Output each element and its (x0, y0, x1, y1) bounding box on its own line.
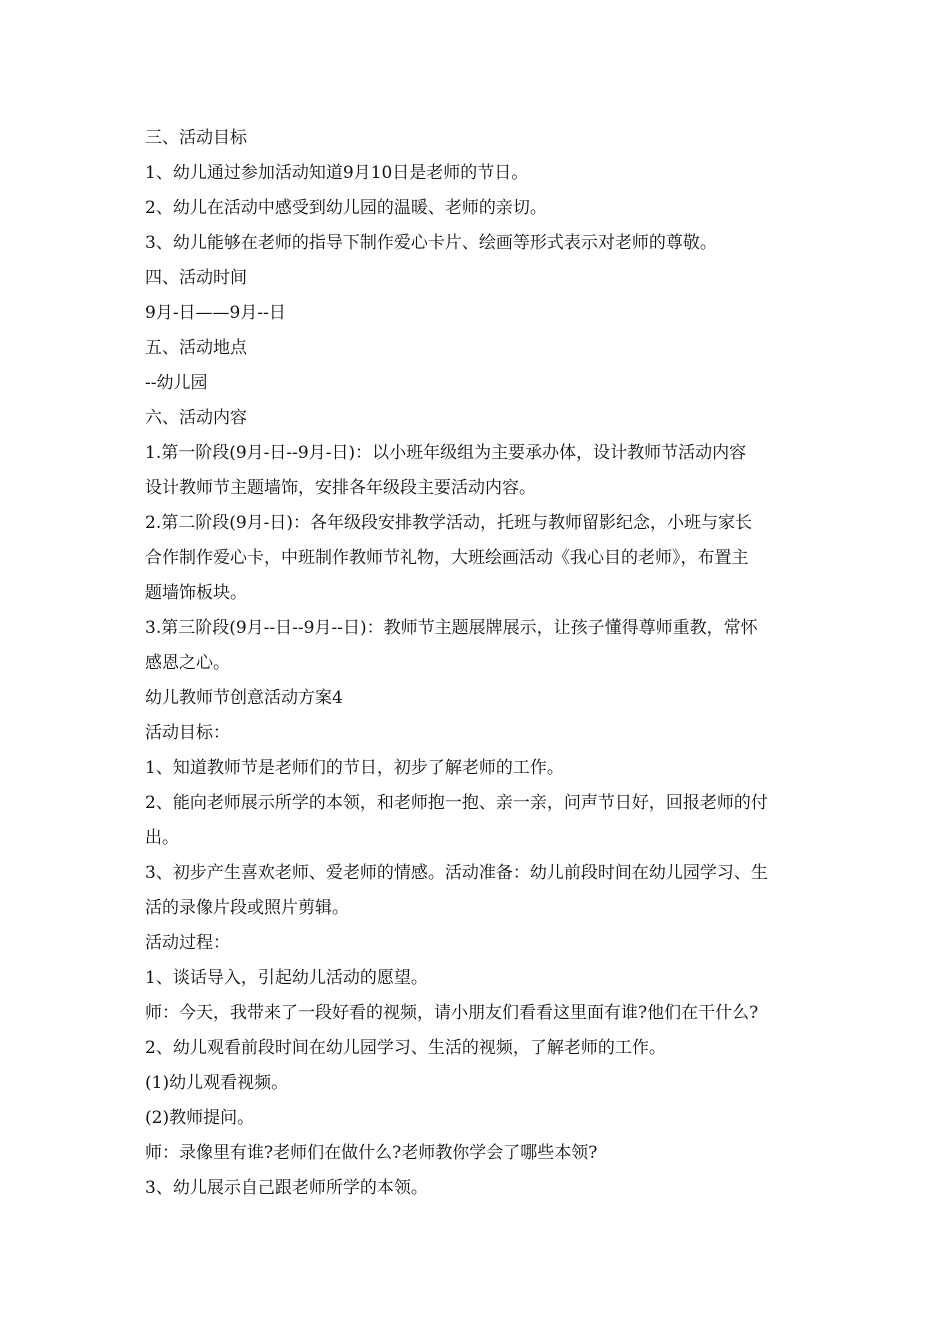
paragraph-line: 3、幼儿能够在老师的指导下制作爱心卡片、绘画等形式表示对老师的尊敬。 (145, 233, 717, 253)
paragraph-line: 师：录像里有谁?老师们在做什么?老师教你学会了哪些本领? (145, 1143, 598, 1163)
paragraph-line: 3.第三阶段(9月--日--9月--日)：教师节主题展牌展示，让孩子懂得尊师重教，常怀 (145, 618, 758, 638)
plan-title: 幼儿教师节创意活动方案4 (145, 688, 343, 708)
paragraph-line: 3、初步产生喜欢老师、爱老师的情感。活动准备：幼儿前段时间在幼儿园学习、生 (145, 863, 768, 883)
paragraph-line: 1、知道教师节是老师们的节日，初步了解老师的工作。 (145, 758, 564, 778)
subheading-goals: 活动目标： (145, 723, 230, 743)
paragraph-line: 2、能向老师展示所学的本领，和老师抱一抱、亲一亲，问声节日好，回报老师的付 (145, 793, 768, 813)
paragraph-line: 3、幼儿展示自己跟老师所学的本领。 (145, 1178, 428, 1198)
paragraph-line: 1.第一阶段(9月-日--9月-日)：以小班年级组为主要承办体，设计教师节活动内容 (145, 443, 747, 463)
section-heading-time: 四、活动时间 (145, 268, 247, 288)
subheading-process: 活动过程： (145, 933, 230, 953)
paragraph-line: (1)幼儿观看视频。 (145, 1073, 289, 1093)
section-heading-location: 五、活动地点 (145, 338, 247, 358)
paragraph-line: 出。 (145, 828, 179, 848)
paragraph-line: 设计教师节主题墙饰，安排各年级段主要活动内容。 (145, 478, 536, 498)
paragraph-line: --幼儿园 (145, 373, 208, 393)
paragraph-line: 2、幼儿在活动中感受到幼儿园的温暖、老师的亲切。 (145, 198, 547, 218)
paragraph-line: 2.第二阶段(9月-日)：各年级段安排教学活动，托班与教师留影纪念，小班与家长 (145, 513, 753, 533)
paragraph-line: 合作制作爱心卡，中班制作教师节礼物，大班绘画活动《我心目的老师》，布置主 (145, 548, 749, 568)
paragraph-line: 9月-日——9月--日 (145, 303, 286, 323)
paragraph-line: 活的录像片段或照片剪辑。 (145, 898, 349, 918)
section-heading-content: 六、活动内容 (145, 408, 247, 428)
paragraph-line: 1、谈话导入，引起幼儿活动的愿望。 (145, 968, 428, 988)
paragraph-line: 题墙饰板块。 (145, 583, 247, 603)
document-body (145, 121, 815, 1206)
paragraph-line: 师：今天，我带来了一段好看的视频，请小朋友们看看这里面有谁?他们在干什么? (145, 1003, 759, 1023)
section-heading-goals: 三、活动目标 (145, 128, 247, 148)
paragraph-line: 1、幼儿通过参加活动知道9月10日是老师的节日。 (145, 163, 529, 183)
paragraph-line: 感恩之心。 (145, 653, 230, 673)
paragraph-line: (2)教师提问。 (145, 1108, 255, 1128)
paragraph-line: 2、幼儿观看前段时间在幼儿园学习、生活的视频，了解老师的工作。 (145, 1038, 666, 1058)
